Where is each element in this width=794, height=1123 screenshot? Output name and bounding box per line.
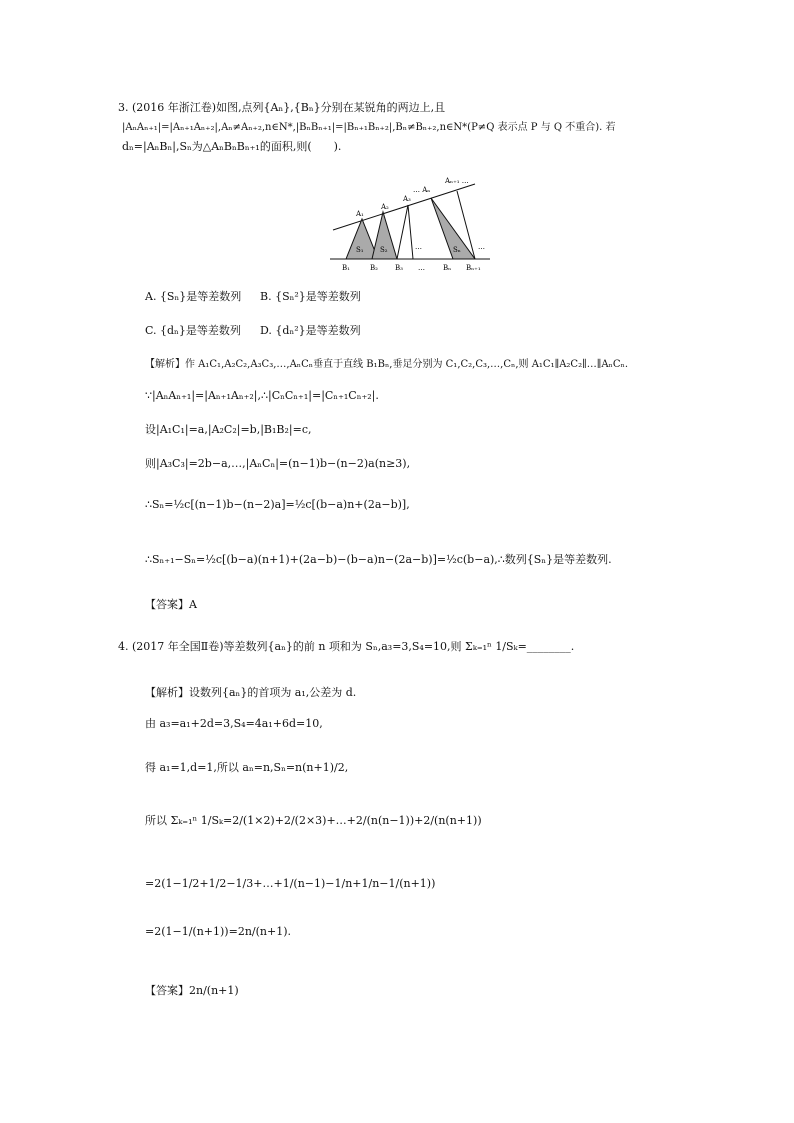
q4-statement: 4. (2017 年全国Ⅱ卷)等差数列{aₙ}的前 n 项和为 Sₙ,a₃=3,S₄=10,则 Σₖ₌₁ⁿ 1/Sₖ=________. <box>118 640 575 653</box>
q3-statement-line3: dₙ=|AₙBₙ|,Sₙ为△AₙBₙBₙ₊₁的面积,则( ). <box>122 140 342 153</box>
label-a2: A₂ <box>381 203 389 211</box>
label-sn: Sₙ <box>453 246 461 254</box>
label-an: … Aₙ <box>413 186 431 194</box>
q3-option-a: A. {Sₙ}是等差数列 <box>145 290 242 303</box>
segments-a3 <box>397 205 413 259</box>
q3-option-b: B. {Sₙ²}是等差数列 <box>260 290 361 303</box>
q3-solution-line1: 【解析】作 A₁C₁,A₂C₂,A₃C₃,…,AₙCₙ垂直于直线 B₁Bₙ,垂足分别为 C₁,C₂,C₃,…,Cₙ,则 A₁C₁∥A₂C₂∥…∥AₙCₙ. <box>145 359 629 370</box>
label-bn1: Bₙ₊₁ <box>466 264 481 272</box>
label-b1: B₁ <box>342 264 350 272</box>
q3-solution-line4: 则|A₃C₃|=2b−a,…,|AₙCₙ|=(n−1)b−(n−2)a(n≥3), <box>145 457 411 470</box>
q4-answer: 【答案】2n/(n+1) <box>145 984 239 997</box>
q3-option-d: D. {dₙ²}是等差数列 <box>260 324 361 337</box>
label-dots-mid: … <box>415 243 422 251</box>
q4-solution-line4: 所以 Σₖ₌₁ⁿ 1/Sₖ=2/(1×2)+2/(2×3)+…+2/(n(n−1))+2/(n(n+1)) <box>145 814 482 827</box>
label-s2: S₂ <box>380 246 388 254</box>
q4-solution-line5: =2(1−1/2+1/2−1/3+…+1/(n−1)−1/n+1/n−1/(n+1)) <box>145 877 436 890</box>
q4-solution-line2: 由 a₃=a₁+2d=3,S₄=4a₁+6d=10, <box>145 717 323 730</box>
q3-statement-line1: 3. (2016 年浙江卷)如图,点列{Aₙ},{Bₙ}分别在某锐角的两边上,且 <box>118 101 446 114</box>
label-b3: B₃ <box>395 264 403 272</box>
label-dots-right: … <box>478 243 485 251</box>
q3-answer: 【答案】A <box>145 598 197 611</box>
q3-solution-line5: ∴Sₙ=½c[(n−1)b−(n−2)a]=½c[(b−a)n+(2a−b)], <box>145 498 410 511</box>
q3-figure <box>325 170 495 276</box>
q3-solution-line6: ∴Sₙ₊₁−Sₙ=½c[(b−a)(n+1)+(2a−b)−(b−a)n−(2a−b)]=½c(b−a),∴数列{Sₙ}是等差数列. <box>145 553 612 566</box>
label-bn: Bₙ <box>443 264 452 272</box>
label-b2: B₂ <box>370 264 378 272</box>
q4-solution-line6: =2(1−1/(n+1))=2n/(n+1). <box>145 925 291 938</box>
q3-solution-line3: 设|A₁C₁|=a,|A₂C₂|=b,|B₁B₂|=c, <box>145 423 312 436</box>
label-dots-bottom: … <box>418 264 425 272</box>
label-an1: Aₙ₊₁ … <box>445 177 469 185</box>
q3-option-c: C. {dₙ}是等差数列 <box>145 324 241 337</box>
label-a3: A₃ <box>403 195 411 203</box>
label-s1: S₁ <box>356 246 364 254</box>
q3-statement-line2: |AₙAₙ₊₁|=|Aₙ₊₁Aₙ₊₂|,Aₙ≠Aₙ₊₂,n∈N*,|BₙBₙ₊₁|=|Bₙ₊₁Bₙ₊₂|,Bₙ≠Bₙ₊₂,n∈N*(P≠Q 表示点 P 与 Q 不重合). 若 <box>122 122 616 133</box>
q4-solution-line3: 得 a₁=1,d=1,所以 aₙ=n,Sₙ=n(n+1)/2, <box>145 761 349 774</box>
q3-solution-line2: ∵|AₙAₙ₊₁|=|Aₙ₊₁Aₙ₊₂|,∴|CₙCₙ₊₁|=|Cₙ₊₁Cₙ₊₂|. <box>145 389 379 402</box>
label-a1: A₁ <box>356 210 364 218</box>
q4-solution-line1: 【解析】设数列{aₙ}的首项为 a₁,公差为 d. <box>145 686 357 699</box>
